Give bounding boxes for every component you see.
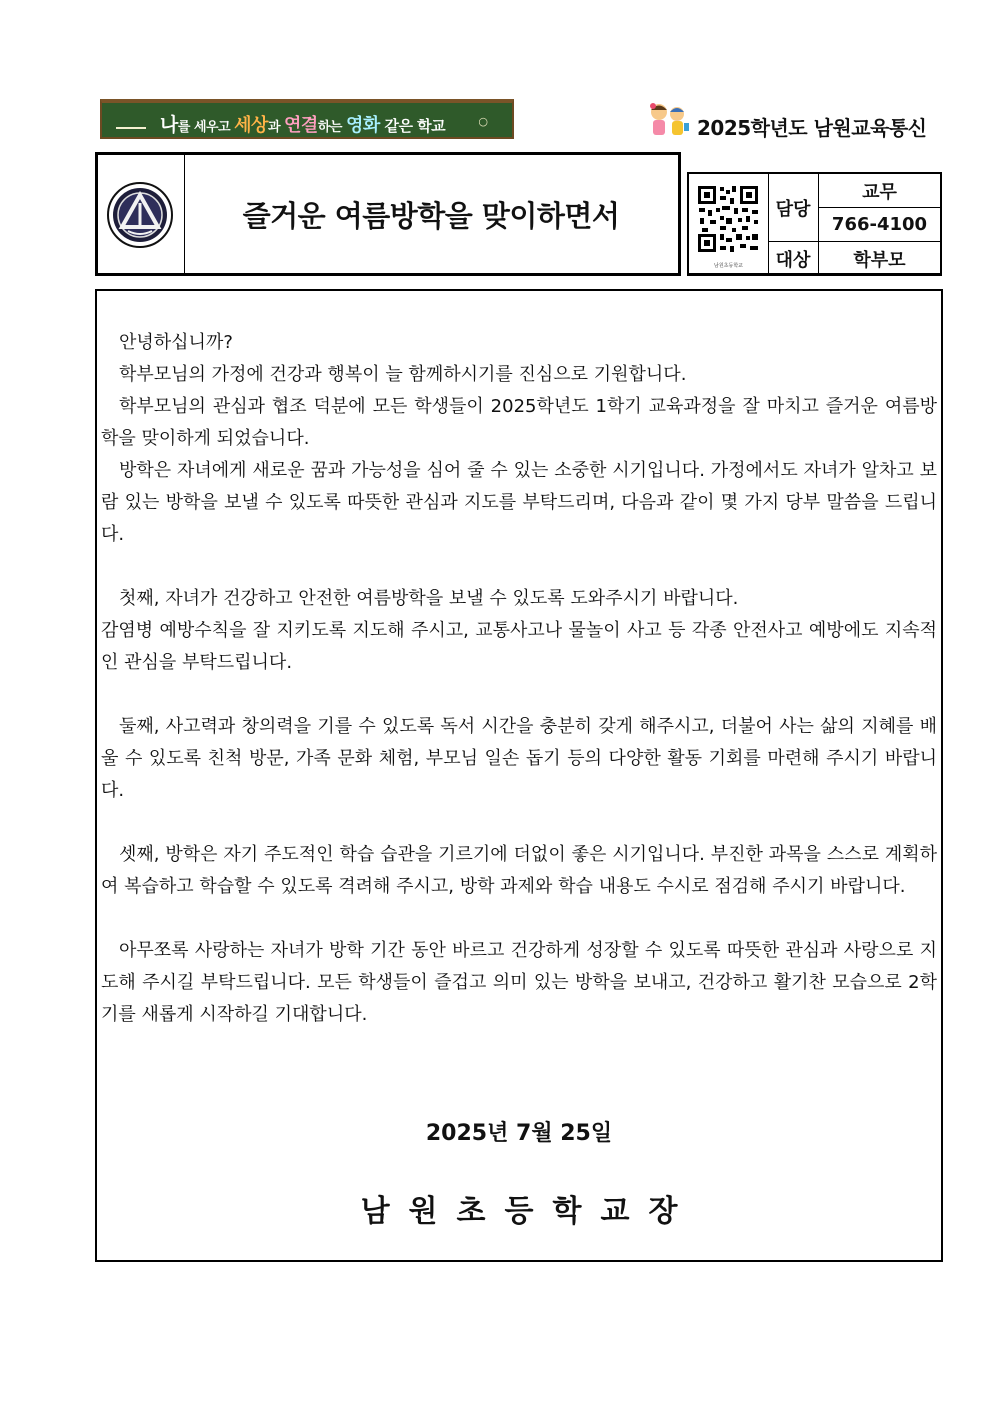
paragraph: 방학은 자녀에게 새로운 꿈과 가능성을 심어 줄 수 있는 소중한 시기입니다. 가정에서도 자녀가 알차고 보람 있는 방학을 보낼 수 있도록 따뜻한 관심과 지도를 부탁드리며, 다음과 같이 몇 가지 당부 말씀을 드립니다. bbox=[101, 460, 937, 545]
point-third: 셋째, 방학은 자기 주도적인 학습 습관을 기르기에 더없이 좋은 시기입니다. 부진한 과목을 스스로 계획하여 복습하고 학습할 수 있도록 격려해 주시고, 방학 과제와 학습 내용도 수시로 점검해 주시기 바랍니다. bbox=[101, 844, 937, 897]
qr-cell bbox=[689, 174, 769, 273]
point-second: 둘째, 사고력과 창의력을 기를 수 있도록 독서 시간을 충분히 갖게 해주시고, 더불어 사는 삶의 지혜를 배울 수 있도록 친척 방문, 가족 문화 체험, 부모님 일손 돕기 등의 다양한 활동 기회를 마련해 주시기 바랍니다. bbox=[101, 716, 937, 801]
point-first: 첫째, 자녀가 건강하고 안전한 여름방학을 보낼 수 있도록 도와주시기 바랍니다. bbox=[119, 588, 739, 609]
audience-value: 학부모 bbox=[853, 249, 906, 271]
page-title: 즐거운 여름방학을 맞이하면서 bbox=[242, 198, 620, 233]
closing-paragraph: 아무쪼록 사랑하는 자녀가 방학 기간 동안 바르고 건강하게 성장할 수 있도록 따뜻한 관심과 사랑으로 지도해 주시길 부탁드립니다. 모든 학생들이 즐겁고 의미 있는 방학을 보내고, 건강하고 활기찬 모습으로 2학기를 새롭게 시작하길 기대합니다. bbox=[101, 940, 937, 1025]
signature: 남원초등학교장 bbox=[360, 1194, 697, 1229]
paragraph: 학부모님의 가정에 건강과 행복이 늘 함께하시기를 진심으로 기원합니다. bbox=[119, 364, 687, 385]
title-box bbox=[95, 152, 681, 276]
slogan-text: 나를 세우고 세상과 연결하는 영화 같은 학교 bbox=[160, 114, 446, 136]
letter-body bbox=[101, 327, 937, 1031]
qr-caption: 남원초등학교 bbox=[714, 263, 743, 269]
audience-label: 대상 bbox=[768, 242, 819, 275]
newsletter-title: 2025학년도 남원교육통신 bbox=[697, 116, 927, 140]
banner-dash-decoration bbox=[116, 127, 146, 129]
school-logo-cell bbox=[98, 155, 185, 273]
letter-box bbox=[95, 289, 943, 1262]
letter-date: 2025년 7월 25일 bbox=[425, 1121, 613, 1146]
mascot-icon bbox=[645, 101, 691, 139]
paragraph: 감염병 예방수칙을 잘 지키도록 지도해 주시고, 교통사고나 물놀이 사고 등 각종 안전사고 예방에도 지속적인 관심을 부탁드립니다. bbox=[101, 620, 937, 673]
paragraph: 학부모님의 관심과 협조 덕분에 모든 학생들이 2025학년도 1학기 교육과정을 잘 마치고 즐거운 여름방학을 맞이하게 되었습니다. bbox=[101, 396, 937, 449]
slogan-banner bbox=[100, 99, 514, 139]
contact-label: 담당 bbox=[768, 174, 819, 242]
department-value: 교무 bbox=[819, 174, 940, 208]
qr-code-icon[interactable] bbox=[696, 184, 760, 256]
chalk-icon: ○ bbox=[478, 115, 488, 128]
info-box bbox=[687, 172, 942, 276]
greeting: 안녕하십니까? bbox=[119, 332, 233, 353]
phone-value: 766-4100 bbox=[819, 208, 940, 242]
school-emblem-icon bbox=[106, 181, 174, 249]
